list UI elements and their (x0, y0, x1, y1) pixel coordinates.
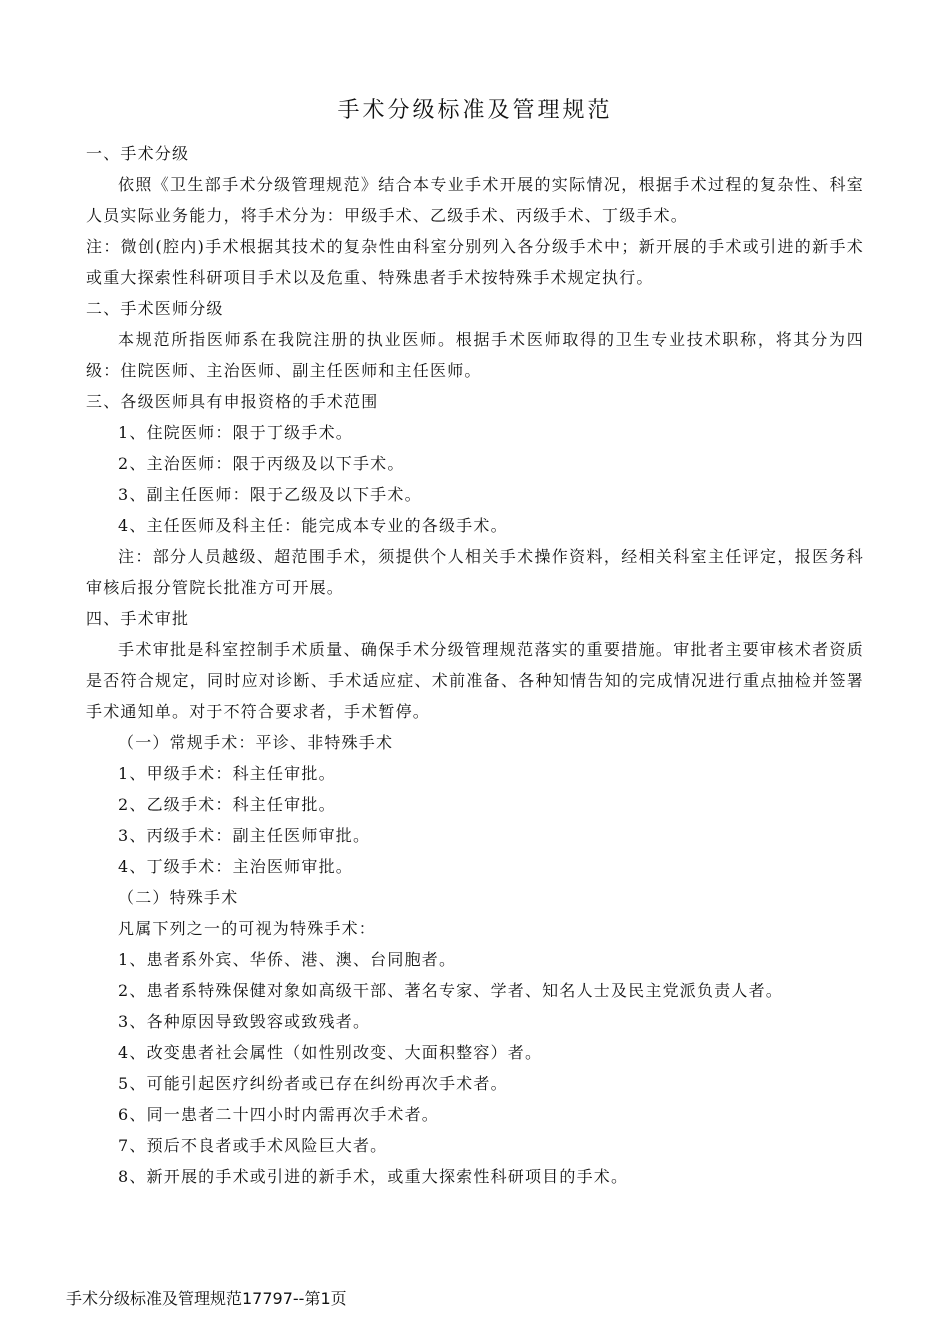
page-footer: 手术分级标准及管理规范17797--第1页 (66, 1289, 347, 1308)
paragraph: 注：部分人员越级、超范围手术，须提供个人相关手术操作资料，经相关科室主任评定，报医务科审核后报分管院长批准方可开展。 (86, 547, 864, 597)
paragraph: 5、可能引起医疗纠纷者或已存在纠纷再次手术者。 (118, 1074, 508, 1093)
paragraph: 7、预后不良者或手术风险巨大者。 (118, 1136, 388, 1155)
paragraph: 凡属下列之一的可视为特殊手术： (118, 919, 377, 938)
paragraph: 1、患者系外宾、华侨、港、澳、台同胞者。 (118, 950, 457, 969)
page-title: 手术分级标准及管理规范 (337, 98, 613, 123)
paragraph: 本规范所指医师系在我院注册的执业医师。根据手术医师取得的卫生专业技术职称，将其分为四级：住院医师、主治医师、副主任医师和主任医师。 (86, 330, 864, 380)
paragraph: 一、手术分级 (86, 144, 190, 163)
paragraph: 三、各级医师具有申报资格的手术范围 (86, 392, 379, 411)
paragraph: 3、副主任医师：限于乙级及以下手术。 (118, 485, 422, 504)
paragraph: 8、新开展的手术或引进的新手术，或重大探索性科研项目的手术。 (118, 1167, 629, 1186)
paragraph: 2、乙级手术：科主任审批。 (118, 795, 336, 814)
paragraph: （一）常规手术：平诊、非特殊手术 (118, 733, 394, 752)
document-body (86, 138, 864, 1192)
paragraph: 4、改变患者社会属性（如性别改变、大面积整容）者。 (118, 1043, 543, 1062)
paragraph: 4、主任医师及科主任：能完成本专业的各级手术。 (118, 516, 508, 535)
paragraph: 4、丁级手术：主治医师审批。 (118, 857, 353, 876)
paragraph: 依照《卫生部手术分级管理规范》结合本专业手术开展的实际情况，根据手术过程的复杂性、科室人员实际业务能力，将手术分为：甲级手术、乙级手术、丙级手术、丁级手术。 (86, 175, 864, 225)
paragraph: 手术审批是科室控制手术质量、确保手术分级管理规范落实的重要措施。审批者主要审核术者资质是否符合规定，同时应对诊断、手术适应症、术前准备、各种知情告知的完成情况进行重点抽检并签署手术通知单。对于不符合要求者，手术暂停。 (86, 640, 864, 721)
paragraph: 1、甲级手术：科主任审批。 (118, 764, 336, 783)
paragraph: （二）特殊手术 (118, 888, 239, 907)
paragraph: 四、手术审批 (86, 609, 190, 628)
paragraph: 二、手术医师分级 (86, 299, 224, 318)
paragraph: 1、住院医师：限于丁级手术。 (118, 423, 353, 442)
paragraph: 3、各种原因导致毁容或致残者。 (118, 1012, 371, 1031)
paragraph: 3、丙级手术：副主任医师审批。 (118, 826, 371, 845)
paragraph: 注：微创(腔内)手术根据其技术的复杂性由科室分别列入各分级手术中；新开展的手术或引进的新手术或重大探索性科研项目手术以及危重、特殊患者手术按特殊手术规定执行。 (86, 237, 864, 287)
paragraph: 2、主治医师：限于丙级及以下手术。 (118, 454, 405, 473)
paragraph: 2、患者系特殊保健对象如高级干部、著名专家、学者、知名人士及民主党派负责人者。 (118, 981, 783, 1000)
paragraph: 6、同一患者二十四小时内需再次手术者。 (118, 1105, 439, 1124)
